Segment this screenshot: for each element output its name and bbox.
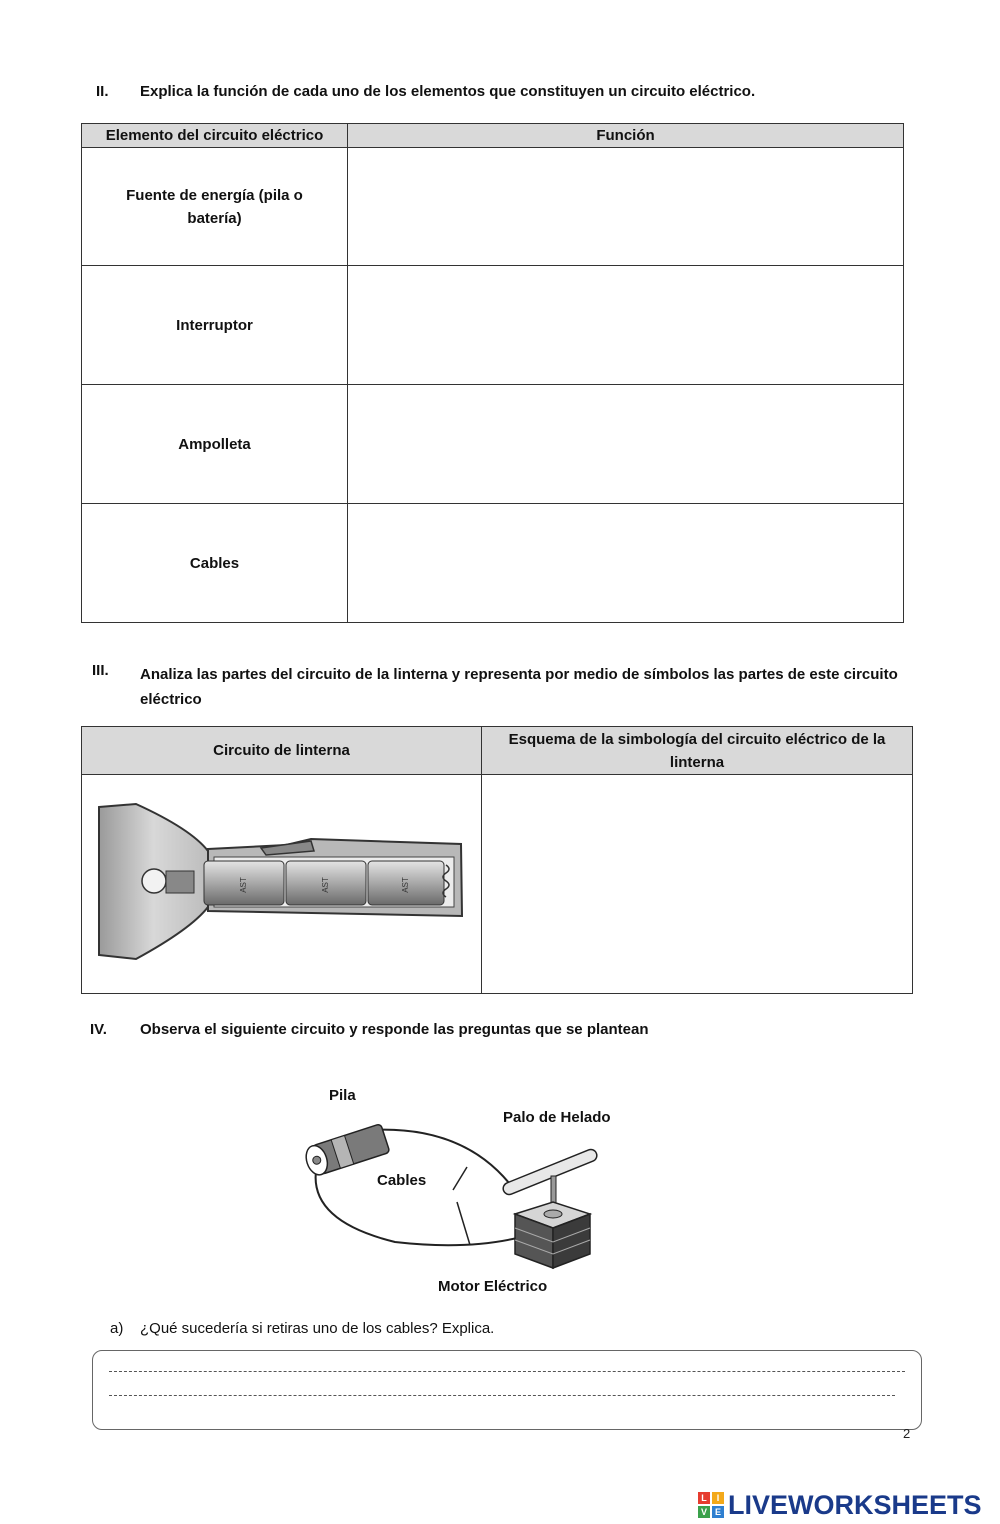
liveworksheets-wordmark: LIVEWORKSHEETS [728, 1489, 982, 1520]
section-4-number: IV. [90, 1021, 107, 1038]
element-cell [82, 504, 348, 623]
element-label: Fuente de energía (pila o batería) [126, 186, 303, 227]
flashlight-table-header-circuit: Circuito de linterna [82, 727, 482, 775]
question-a-text: ¿Qué sucedería si retiras uno de los cables? Explica. [140, 1320, 495, 1337]
function-answer-cell[interactable] [348, 266, 904, 385]
function-answer-cell[interactable] [348, 385, 904, 504]
flashlight-diagram [96, 799, 476, 979]
element-cell [82, 266, 348, 385]
answer-dashed-line [109, 1395, 895, 1396]
battery-label: AST [239, 877, 248, 893]
section-3-number: III. [92, 662, 109, 679]
table-row [82, 266, 904, 385]
flashlight-table-header-scheme: Esquema de la simbología del circuito eléctrico de la linterna [482, 727, 913, 775]
bulb-icon [142, 869, 166, 893]
question-a-marker: a) [110, 1320, 124, 1337]
liveworksheets-logo [698, 1489, 982, 1520]
answer-box-a[interactable] [92, 1350, 922, 1430]
table-row [82, 148, 904, 266]
page-number: 2 [903, 1426, 911, 1441]
elements-table-header-function: Función [348, 124, 904, 148]
symbol-scheme-answer-cell[interactable] [482, 775, 913, 994]
function-answer-cell[interactable] [348, 148, 904, 266]
section-3-title: Analiza las partes del circuito de la linterna y representa por medio de símbolos las partes de este circuito eléctrico [140, 666, 898, 708]
function-answer-cell[interactable] [348, 504, 904, 623]
popsicle-stick-icon [501, 1148, 598, 1197]
label-cables: Cables [377, 1172, 427, 1189]
logo-icon: L I V E [698, 1492, 724, 1518]
section-4-title: Observa el siguiente circuito y responde las preguntas que se plantean [140, 1021, 649, 1038]
element-label: Cables [189, 554, 240, 572]
flashlight-image-cell [82, 775, 482, 994]
element-label: Interruptor [176, 316, 253, 334]
battery-icon [303, 1124, 390, 1178]
section-2-title: Explica la función de cada uno de los elementos que constituyen un circuito eléctrico. [140, 83, 756, 100]
table-row [82, 775, 913, 994]
element-cell [82, 148, 348, 266]
label-pila: Pila [329, 1087, 356, 1104]
flashlight-table [81, 726, 913, 994]
pointer-line [457, 1202, 470, 1245]
label-motor-electrico: Motor Eléctrico [438, 1278, 548, 1295]
elements-table [81, 123, 904, 623]
elements-table-header-element: Elemento del circuito eléctrico [82, 124, 348, 148]
battery-label: AST [321, 877, 330, 893]
element-label: Ampolleta [178, 435, 251, 453]
pointer-line [453, 1167, 467, 1190]
answer-dashed-line [109, 1371, 905, 1372]
bulb-socket [166, 871, 194, 893]
motor-circuit-diagram [295, 1110, 605, 1270]
section-2-number: II. [96, 83, 109, 100]
motor-icon [515, 1202, 590, 1268]
label-palo-de-helado: Palo de Helado [503, 1109, 611, 1126]
element-cell [82, 385, 348, 504]
battery-label: AST [401, 877, 410, 893]
table-row [82, 504, 904, 623]
table-row [82, 385, 904, 504]
